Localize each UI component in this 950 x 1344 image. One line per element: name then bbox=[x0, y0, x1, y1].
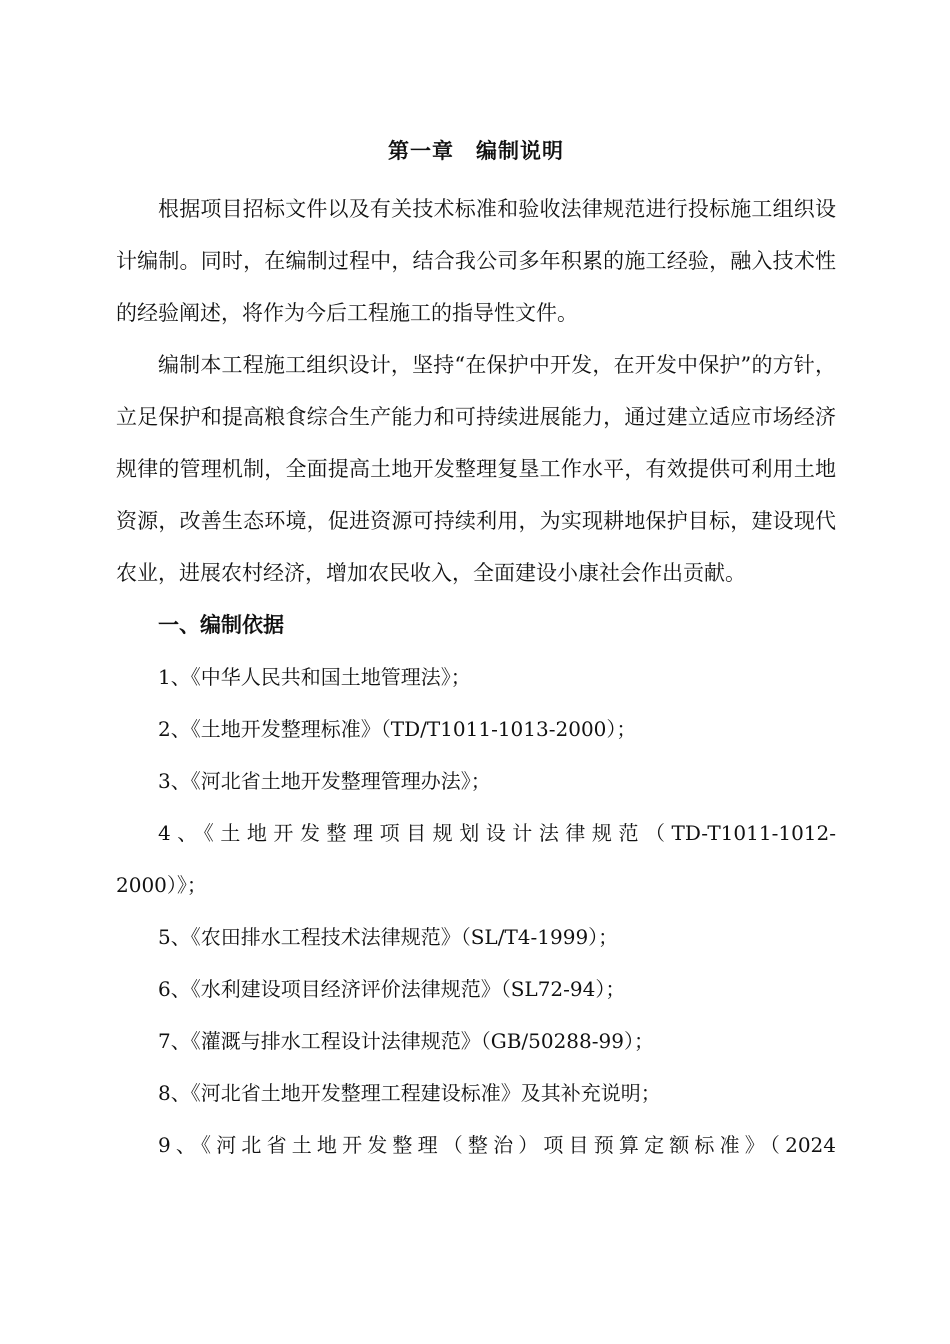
list-item: 3、《河北省土地开发整理管理办法》； bbox=[158, 769, 491, 793]
section-heading: 一、编制依据 bbox=[158, 613, 284, 637]
list-item: 6、《水利建设项目经济评价法律规范》（SL72-94）； bbox=[158, 977, 626, 1001]
list-item: 5、《农田排水工程技术法律规范》（SL/T4-1999）； bbox=[158, 925, 619, 949]
list-item bbox=[116, 807, 836, 911]
list-item-continuation: 2000）》； bbox=[116, 873, 207, 897]
list-item: 8、《河北省土地开发整理工程建设标准》及其补充说明； bbox=[158, 1081, 661, 1105]
list-item: 9、《河北省土地开发整理（整治）项目预算定额标准》（2024 bbox=[158, 1133, 836, 1157]
intro-paragraph: 根据项目招标文件以及有关技术标准和验收法律规范进行投标施工组织设计编制。同时，在编制过程中，结合我公司多年积累的施工经验，融入技术性的经验阐述，将作为今后工程施工的指导性文件。 bbox=[116, 197, 836, 325]
chapter-title: 第一章 编制说明 bbox=[388, 139, 564, 163]
list-item: 2、《土地开发整理标准》（TD/T1011-1013-2000）； bbox=[158, 717, 637, 741]
principle-paragraph: 编制本工程施工组织设计，坚持“在保护中开发，在开发中保护”的方针，立足保护和提高粮食综合生产能力和可持续进展能力，通过建立适应市场经济规律的管理机制，全面提高土地开发整理复垦工作水平，有效提供可利用土地资源，改善生态环境，促进资源可持续利用，为实现耕地保护目标，建设现代农业，进展农村经济，增加农民收入，全面建设小康社会作出贡献。 bbox=[116, 353, 836, 585]
basis-list bbox=[116, 651, 836, 1171]
list-item: 1、《中华人民共和国土地管理法》； bbox=[158, 665, 471, 689]
document-page bbox=[116, 128, 836, 1171]
list-item-line: 4、《土地开发整理项目规划设计法律规范（TD-T1011-1012- bbox=[158, 821, 836, 845]
list-item: 7、《灌溉与排水工程设计法律规范》（GB/50288-99）； bbox=[158, 1029, 654, 1053]
